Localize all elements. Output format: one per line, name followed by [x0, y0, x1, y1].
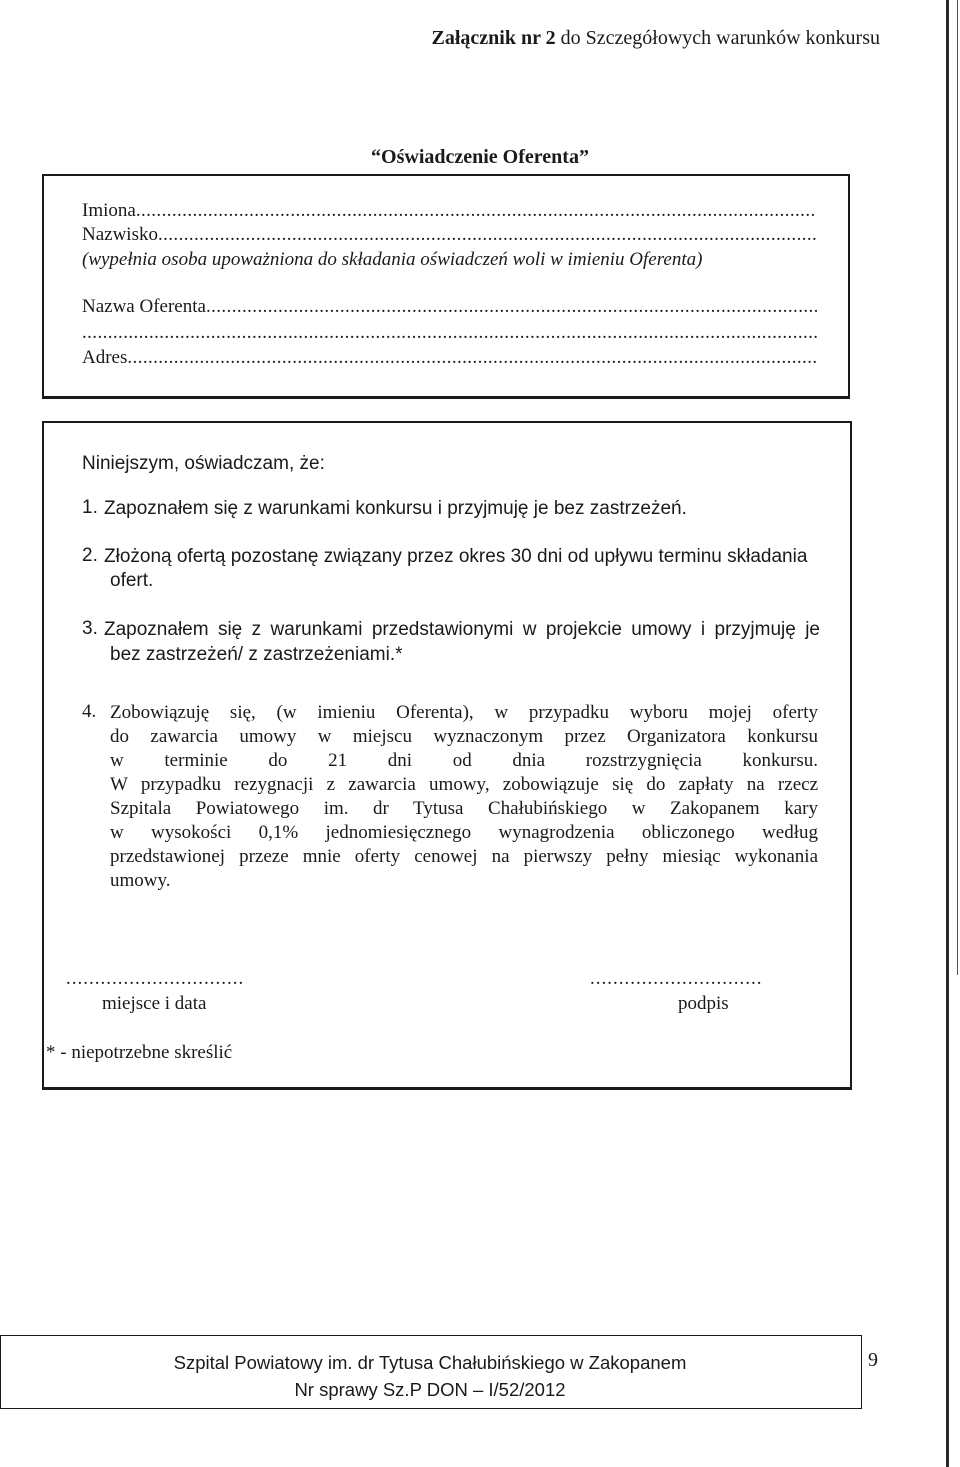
item-4-line-4: W przypadku rezygnacji z zawarcia umowy, zobowiązuje się do zapłaty na rzecz: [110, 774, 818, 795]
signature-label: podpis: [678, 993, 729, 1014]
footer-hospital-name: Szpital Powiatowy im. dr Tytusa Chałubińskiego w Zakopanem: [173, 1352, 687, 1373]
offerer-name-continuation[interactable]: [82, 322, 817, 344]
item-4-line-8: umowy.: [110, 870, 171, 891]
declaration-box: [42, 421, 852, 1090]
offerer-name-label: Nazwa Oferenta: [82, 296, 206, 317]
first-names-label: Imiona: [82, 200, 136, 221]
surname-field[interactable]: [82, 224, 817, 246]
offerer-name-field[interactable]: [82, 296, 817, 318]
first-names-dots: [136, 200, 817, 222]
item-2-number: 2.: [82, 545, 98, 566]
page-edge-rule: [946, 0, 949, 1467]
footnote: * - niepotrzebne skreślić: [46, 1042, 233, 1063]
item-3-line-1: Zapoznałem się z warunkami przedstawionymi w projekcie umowy i przyjmuję je: [104, 619, 820, 640]
item-4-line-2: do zawarcia umowy w miejscu wyznaczonym przez Organizatora konkursu: [110, 726, 818, 747]
item-4-number: 4.: [82, 701, 97, 722]
surname-dots: [158, 224, 817, 246]
attachment-description: do Szczegółowych warunków konkursu: [555, 27, 880, 49]
attachment-header: [380, 27, 880, 50]
item-4-line-7: przedstawionej przeze mnie oferty cenowej na pierwszy pełny miesiąc wykonania: [110, 846, 818, 867]
item-1-text: Zapoznałem się z warunkami konkursu i przyjmuję je bez zastrzeżeń.: [104, 498, 687, 519]
address-label: Adres: [82, 347, 128, 368]
item-2-line-2: ofert.: [110, 570, 154, 591]
offerer-name-dots: [206, 296, 817, 318]
document-title: “Oświadczenie Oferenta”: [371, 146, 589, 168]
item-2-line-1: Złożoną ofertą pozostanę związany przez okres 30 dni od upływu terminu składania: [104, 546, 808, 567]
offerer-name-continuation-dots: [82, 322, 817, 344]
signature-dots[interactable]: ..............................: [590, 968, 763, 989]
item-4-line-5: Szpitala Powiatowego im. dr Tytusa Chałubińskiego w Zakopanem kary: [110, 798, 818, 819]
first-names-field[interactable]: [82, 200, 817, 222]
declaration-intro: Niniejszym, oświadczam, że:: [82, 453, 325, 474]
item-4-line-1: Zobowiązuję się, (w imieniu Oferenta), w przypadku wyboru mojej oferty: [110, 702, 818, 723]
item-3-line-2: bez zastrzeżeń/ z zastrzeżeniami.*: [110, 644, 403, 665]
place-date-label: miejsce i data: [102, 993, 207, 1014]
surname-label: Nazwisko: [82, 224, 158, 245]
item-3-number: 3.: [82, 618, 98, 639]
address-field[interactable]: [82, 347, 817, 369]
item-1-number: 1.: [82, 497, 98, 518]
page-number: 9: [868, 1349, 878, 1371]
address-dots: [127, 347, 817, 369]
attachment-number: Załącznik nr 2: [431, 27, 556, 49]
place-date-dots[interactable]: ...............................: [66, 968, 245, 989]
item-4-line-3: w terminie do 21 dni od dnia rozstrzygnięcia konkursu.: [110, 750, 818, 771]
authorized-person-note: (wypełnia osoba upoważniona do składania oświadczeń woli w imieniu Oferenta): [82, 249, 703, 270]
footer-case-number: Nr sprawy Sz.P DON – I/52/2012: [294, 1379, 566, 1400]
applicant-details-box: [42, 174, 850, 399]
item-4-line-6: w wysokości 0,1% jednomiesięcznego wynagrodzenia obliczonego według: [110, 822, 818, 843]
